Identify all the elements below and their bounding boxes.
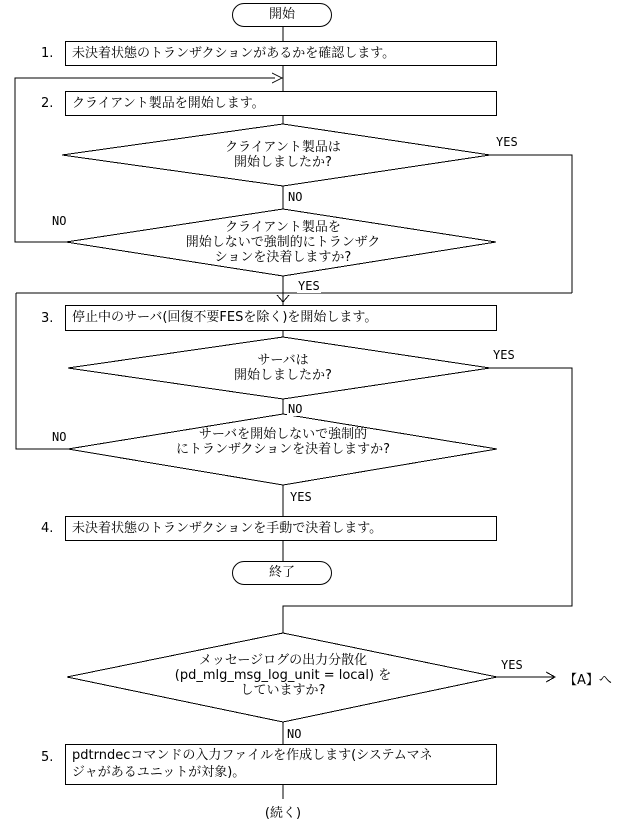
edge-label-no-4: NO bbox=[52, 430, 67, 444]
step-3-text: 停止中のサーバ(回復不要FESを除く)を開始します。 bbox=[72, 310, 378, 325]
edge-decision1-yes bbox=[490, 155, 572, 293]
edge-label-yes-2: YES bbox=[298, 279, 320, 293]
step-1-number: 1. bbox=[41, 46, 54, 61]
decision-1-text bbox=[133, 140, 433, 170]
decision-1-line-1: クライアント製品は bbox=[225, 140, 341, 155]
step-1-box bbox=[65, 41, 497, 66]
continue-label: (続く) bbox=[264, 806, 302, 821]
decision-4-line-2: にトランザクションを決着しますか? bbox=[175, 442, 391, 457]
edge-label-no-1: NO bbox=[288, 190, 303, 204]
decision-2-line-1: クライアント製品を bbox=[225, 220, 341, 235]
step-4-box bbox=[65, 516, 497, 541]
edge-decision3-yes bbox=[283, 368, 572, 633]
decision-3-line-1: サーバは bbox=[257, 353, 309, 368]
start-terminal bbox=[232, 3, 332, 27]
decision-2-line-2: 開始しないで強制的にトランザク bbox=[185, 235, 381, 250]
step-4-number: 4. bbox=[41, 521, 54, 536]
decision-5-line-1: メッセージログの出力分散化 bbox=[198, 653, 368, 668]
step-5-box bbox=[65, 744, 497, 785]
edge-label-no-5: NO bbox=[287, 727, 302, 741]
decision-4-line-1: サーバを開始しないで強制的 bbox=[198, 427, 368, 442]
end-terminal bbox=[232, 561, 332, 585]
decision-2-line-3: ションを決着しますか? bbox=[214, 250, 352, 265]
edge-label-yes-4: YES bbox=[290, 490, 312, 504]
edge-label-yes-1: YES bbox=[496, 135, 518, 149]
step-5-text-line-1: pdtrndecコマンドの入力ファイルを作成します(システムマネ bbox=[72, 748, 433, 763]
step-3-number: 3. bbox=[41, 311, 54, 326]
decision-5-line-2: (pd_mlg_msg_log_unit = local) を bbox=[174, 668, 392, 683]
step-2-box bbox=[65, 91, 497, 116]
jump-label-a: 【A】へ bbox=[564, 673, 612, 688]
step-5-text-line-2: ジャがあるユニットが対象)。 bbox=[72, 765, 246, 780]
step-3-box bbox=[65, 305, 497, 331]
start-label: 開始 bbox=[268, 7, 295, 22]
step-4-text: 未決着状態のトランザクションを手動で決着します。 bbox=[72, 521, 383, 536]
edge-label-no-2: NO bbox=[52, 214, 67, 228]
edge-label-yes-3: YES bbox=[493, 348, 515, 362]
decision-1-line-2: 開始しましたか? bbox=[234, 155, 332, 170]
step-5-number: 5. bbox=[41, 750, 54, 765]
decision-5-text bbox=[133, 653, 433, 698]
decision-3-line-2: 開始しましたか? bbox=[234, 368, 332, 383]
decision-3-text bbox=[133, 353, 433, 383]
end-label: 終了 bbox=[268, 565, 295, 580]
edge-label-yes-5: YES bbox=[501, 658, 523, 672]
decision-4-text bbox=[133, 427, 433, 457]
step-2-text: クライアント製品を開始します。 bbox=[72, 96, 265, 111]
edge-label-no-3: NO bbox=[288, 402, 303, 416]
step-1-text: 未決着状態のトランザクションがあるかを確認します。 bbox=[72, 46, 396, 61]
decision-5-line-3: していますか? bbox=[240, 683, 326, 698]
step-2-number: 2. bbox=[41, 96, 54, 111]
decision-2-text bbox=[133, 220, 433, 265]
